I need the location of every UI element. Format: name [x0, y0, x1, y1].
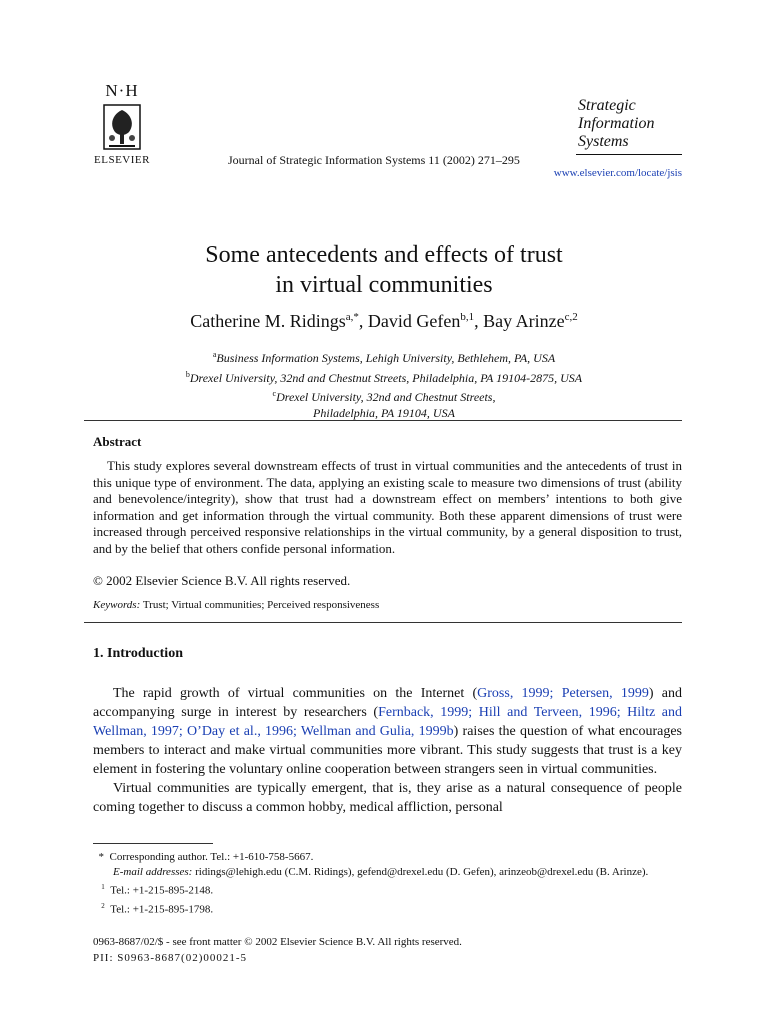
- affiliation-line: $^a$Business Information Systems, Lehigh University, Bethlehem, PA, USA: [212, 350, 556, 365]
- author-list: Catherine M. Ridings$^{a,*}$, David Gefen$^{b,1}$, Bay Arinze$^{c,2}$: [190, 311, 578, 331]
- abstract-text: This study explores several downstream effects of trust in virtual communities and the antecedents of trust in this unique type of environment. The data, applying an existing scale to measure two dimensions of trust (ability and benevolence/integrity), show that trust had a downstream effect on members’ intentions to both give information and get information through the virtual community. Both these apparent dimensions of trust were increased through perceived responsive relationships in the virtual community, by a general disposition to trust, and by the belief that others confide personal information.: [93, 458, 682, 556]
- affiliation-line: $^c$Drexel University, 32nd and Chestnut Streets,: [272, 389, 496, 404]
- footnotes: [93, 850, 682, 917]
- journal-name-line: Information: [578, 115, 655, 132]
- author-name: Catherine M. Ridings: [190, 311, 346, 331]
- paragraph: Virtual communities are typically emergent, that is, they arise as a natural consequence of people coming together to discuss a common hobby, medical affliction, personal: [93, 781, 682, 815]
- paragraph: The rapid growth of virtual communities on the Internet (Gross, 1999; Petersen, 1999) and accompanying surge in interest by researchers (Fernback, 1999; Hill and Terveen, 1996; Hiltz and Wellman, 1997; O’Day et al., 1996; Wellman and Gulia, 1999b) raises the question of what encourages members to interact and make virtual communities more vibrant. This study suggests that trust is a key element in fostering the voluntary online cooperation between strangers seen in virtual communities.: [93, 686, 682, 777]
- footnote: $^1$ Tel.: +1-215-895-2148.: [101, 883, 214, 897]
- section-body: [93, 684, 682, 817]
- keywords: [93, 599, 379, 611]
- logo-monogram: N·H: [105, 81, 139, 100]
- divider-top: [84, 420, 682, 421]
- citation-link[interactable]: Fernback, 1999; Hill and Terveen, 1996; Hiltz and Wellman, 1997; O’Day et al., 1996; Wellman and Gulia, 1999b: [93, 705, 682, 739]
- abstract-heading: Abstract: [93, 434, 142, 449]
- keywords-list: Trust; Virtual communities; Perceived responsiveness: [140, 599, 380, 611]
- header-divider: [576, 154, 682, 155]
- affiliation-line: $^b$Drexel University, 32nd and Chestnut Streets, Philadelphia, PA 19104-2875, USA: [185, 369, 583, 385]
- affiliation-line: Philadelphia, PA 19104, USA: [313, 405, 455, 420]
- journal-name: [578, 97, 654, 151]
- title-line: Some antecedents and effects of trust: [205, 242, 563, 268]
- citation-link[interactable]: Gross, 1999; Petersen, 1999: [477, 686, 649, 701]
- pii-line: PII: S0963-8687(02)00021-5: [93, 952, 248, 964]
- footnote: $^2$ Tel.: +1-215-895-1798.: [101, 901, 214, 916]
- footnote-divider: [93, 843, 213, 844]
- footnote: E-mail addresses: ridings@lehigh.edu (C.M. Ridings), gefend@drexel.edu (D. Gefen), arinzeob@drexel.edu (B. Arinze).: [113, 866, 649, 878]
- abstract-body: [93, 458, 682, 557]
- elsevier-tree-icon: [101, 102, 143, 152]
- copyright-notice: © 2002 Elsevier Science B.V. All rights reserved.: [93, 573, 351, 588]
- author-affil-mark: a,*: [345, 311, 359, 323]
- front-matter: [93, 934, 462, 966]
- article-title: [84, 240, 684, 300]
- keywords-label: Keywords:: [93, 599, 141, 611]
- affiliations: [84, 347, 684, 421]
- author-affil-mark: c,2: [564, 311, 578, 323]
- divider-bottom: [84, 622, 682, 623]
- journal-citation: Journal of Strategic Information Systems 11 (2002) 271–295: [228, 153, 520, 167]
- author-name: David Gefen: [367, 311, 461, 331]
- journal-name-line: Systems: [578, 133, 629, 150]
- journal-name-line: Strategic: [578, 97, 636, 114]
- author-affil-mark: b,1: [460, 311, 475, 323]
- author-name: Bay Arinze: [483, 311, 565, 331]
- issn-line: 0963-8687/02/$ - see front matter © 2002 Elsevier Science B.V. All rights reserved.: [93, 936, 462, 948]
- elsevier-logo: [90, 82, 154, 166]
- section-heading: 1. Introduction: [93, 646, 183, 661]
- journal-url-link[interactable]: www.elsevier.com/locate/jsis: [553, 167, 682, 179]
- publisher-name: ELSEVIER: [94, 154, 150, 166]
- title-line: in virtual communities: [275, 272, 493, 298]
- footnote: * Corresponding author. Tel.: +1-610-758-5667.: [98, 851, 314, 863]
